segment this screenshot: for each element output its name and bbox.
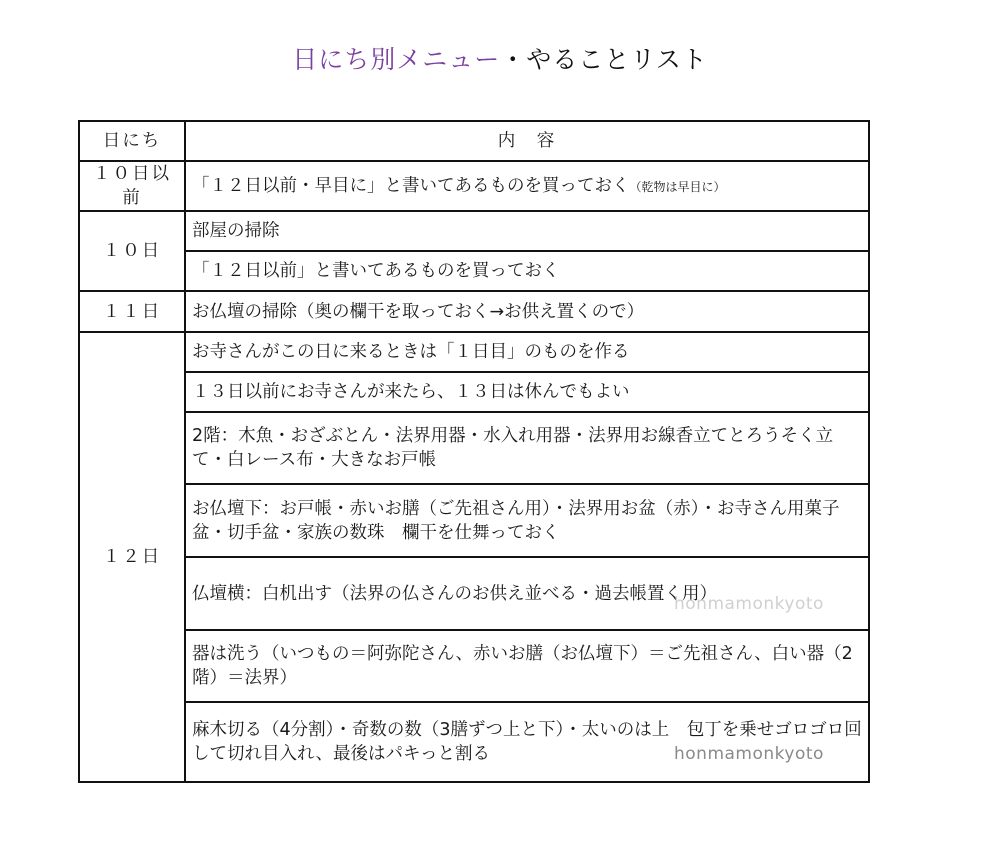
page-title: [0, 40, 1000, 76]
title-accent: 日にち別メニュー: [292, 45, 501, 74]
schedule-table: [78, 120, 870, 783]
task-cell: 2階：木魚・おざぶとん・法界用器・水入れ用器・法界用お線香立てとろうそく立て・白レース布・大きなお戸帳: [185, 412, 869, 484]
title-rest: ・やることリスト: [500, 45, 708, 74]
task-note: （乾物は早目に）: [629, 179, 726, 194]
day-cell: １０日以前: [79, 161, 185, 211]
task-cell: 器は洗う（いつもの＝阿弥陀さん、赤いお膳（お仏壇下）＝ご先祖さん、白い器（2階）＝法界）: [185, 630, 869, 702]
task-cell: [185, 161, 869, 211]
header-content: 内 容: [185, 121, 869, 161]
task-cell: 仏壇横：白机出す（法界の仏さんのお供え並べる・過去帳置く用）: [185, 557, 869, 630]
table-row: [79, 332, 869, 372]
task-cell: 部屋の掃除: [185, 211, 869, 251]
header-day: 日にち: [79, 121, 185, 161]
table-header-row: [79, 121, 869, 161]
day-cell: １０日: [79, 211, 185, 291]
table-row: [79, 372, 869, 412]
task-cell: お寺さんがこの日に来るときは「１日目」のものを作る: [185, 332, 869, 372]
table-row: [79, 630, 869, 702]
table-row: [79, 211, 869, 251]
table-row: [79, 412, 869, 484]
day-cell: １１日: [79, 291, 185, 332]
day-cell: １２日: [79, 332, 185, 782]
task-cell: お仏壇下：お戸帳・赤いお膳（ご先祖さん用）・法界用お盆（赤）・お寺さん用菓子盆・切手盆・家族の数珠 欄干を仕舞っておく: [185, 484, 869, 557]
watermark: honmamonkyoto: [674, 744, 824, 764]
table-row: [79, 291, 869, 332]
task-cell: お仏壇の掃除（奥の欄干を取っておく→お供え置くので）: [185, 291, 869, 332]
table-row: [79, 251, 869, 291]
table-row: [79, 702, 869, 782]
table-row: [79, 484, 869, 557]
watermark-light: honmamonkyoto: [674, 594, 824, 614]
task-cell: 「１２日以前」と書いてあるものを買っておく: [185, 251, 869, 291]
task-text: 「１２日以前・早目に」と書いてあるものを買っておく: [192, 175, 630, 196]
task-cell: １３日以前にお寺さんが来たら、１３日は休んでもよい: [185, 372, 869, 412]
table-row: [79, 161, 869, 211]
task-cell: 麻木切る（4分割）・奇数の数（3膳ずつ上と下）・太いのは上 包丁を乗せゴロゴロ回して切れ目入れ、最後はパキっと割る: [185, 702, 869, 782]
